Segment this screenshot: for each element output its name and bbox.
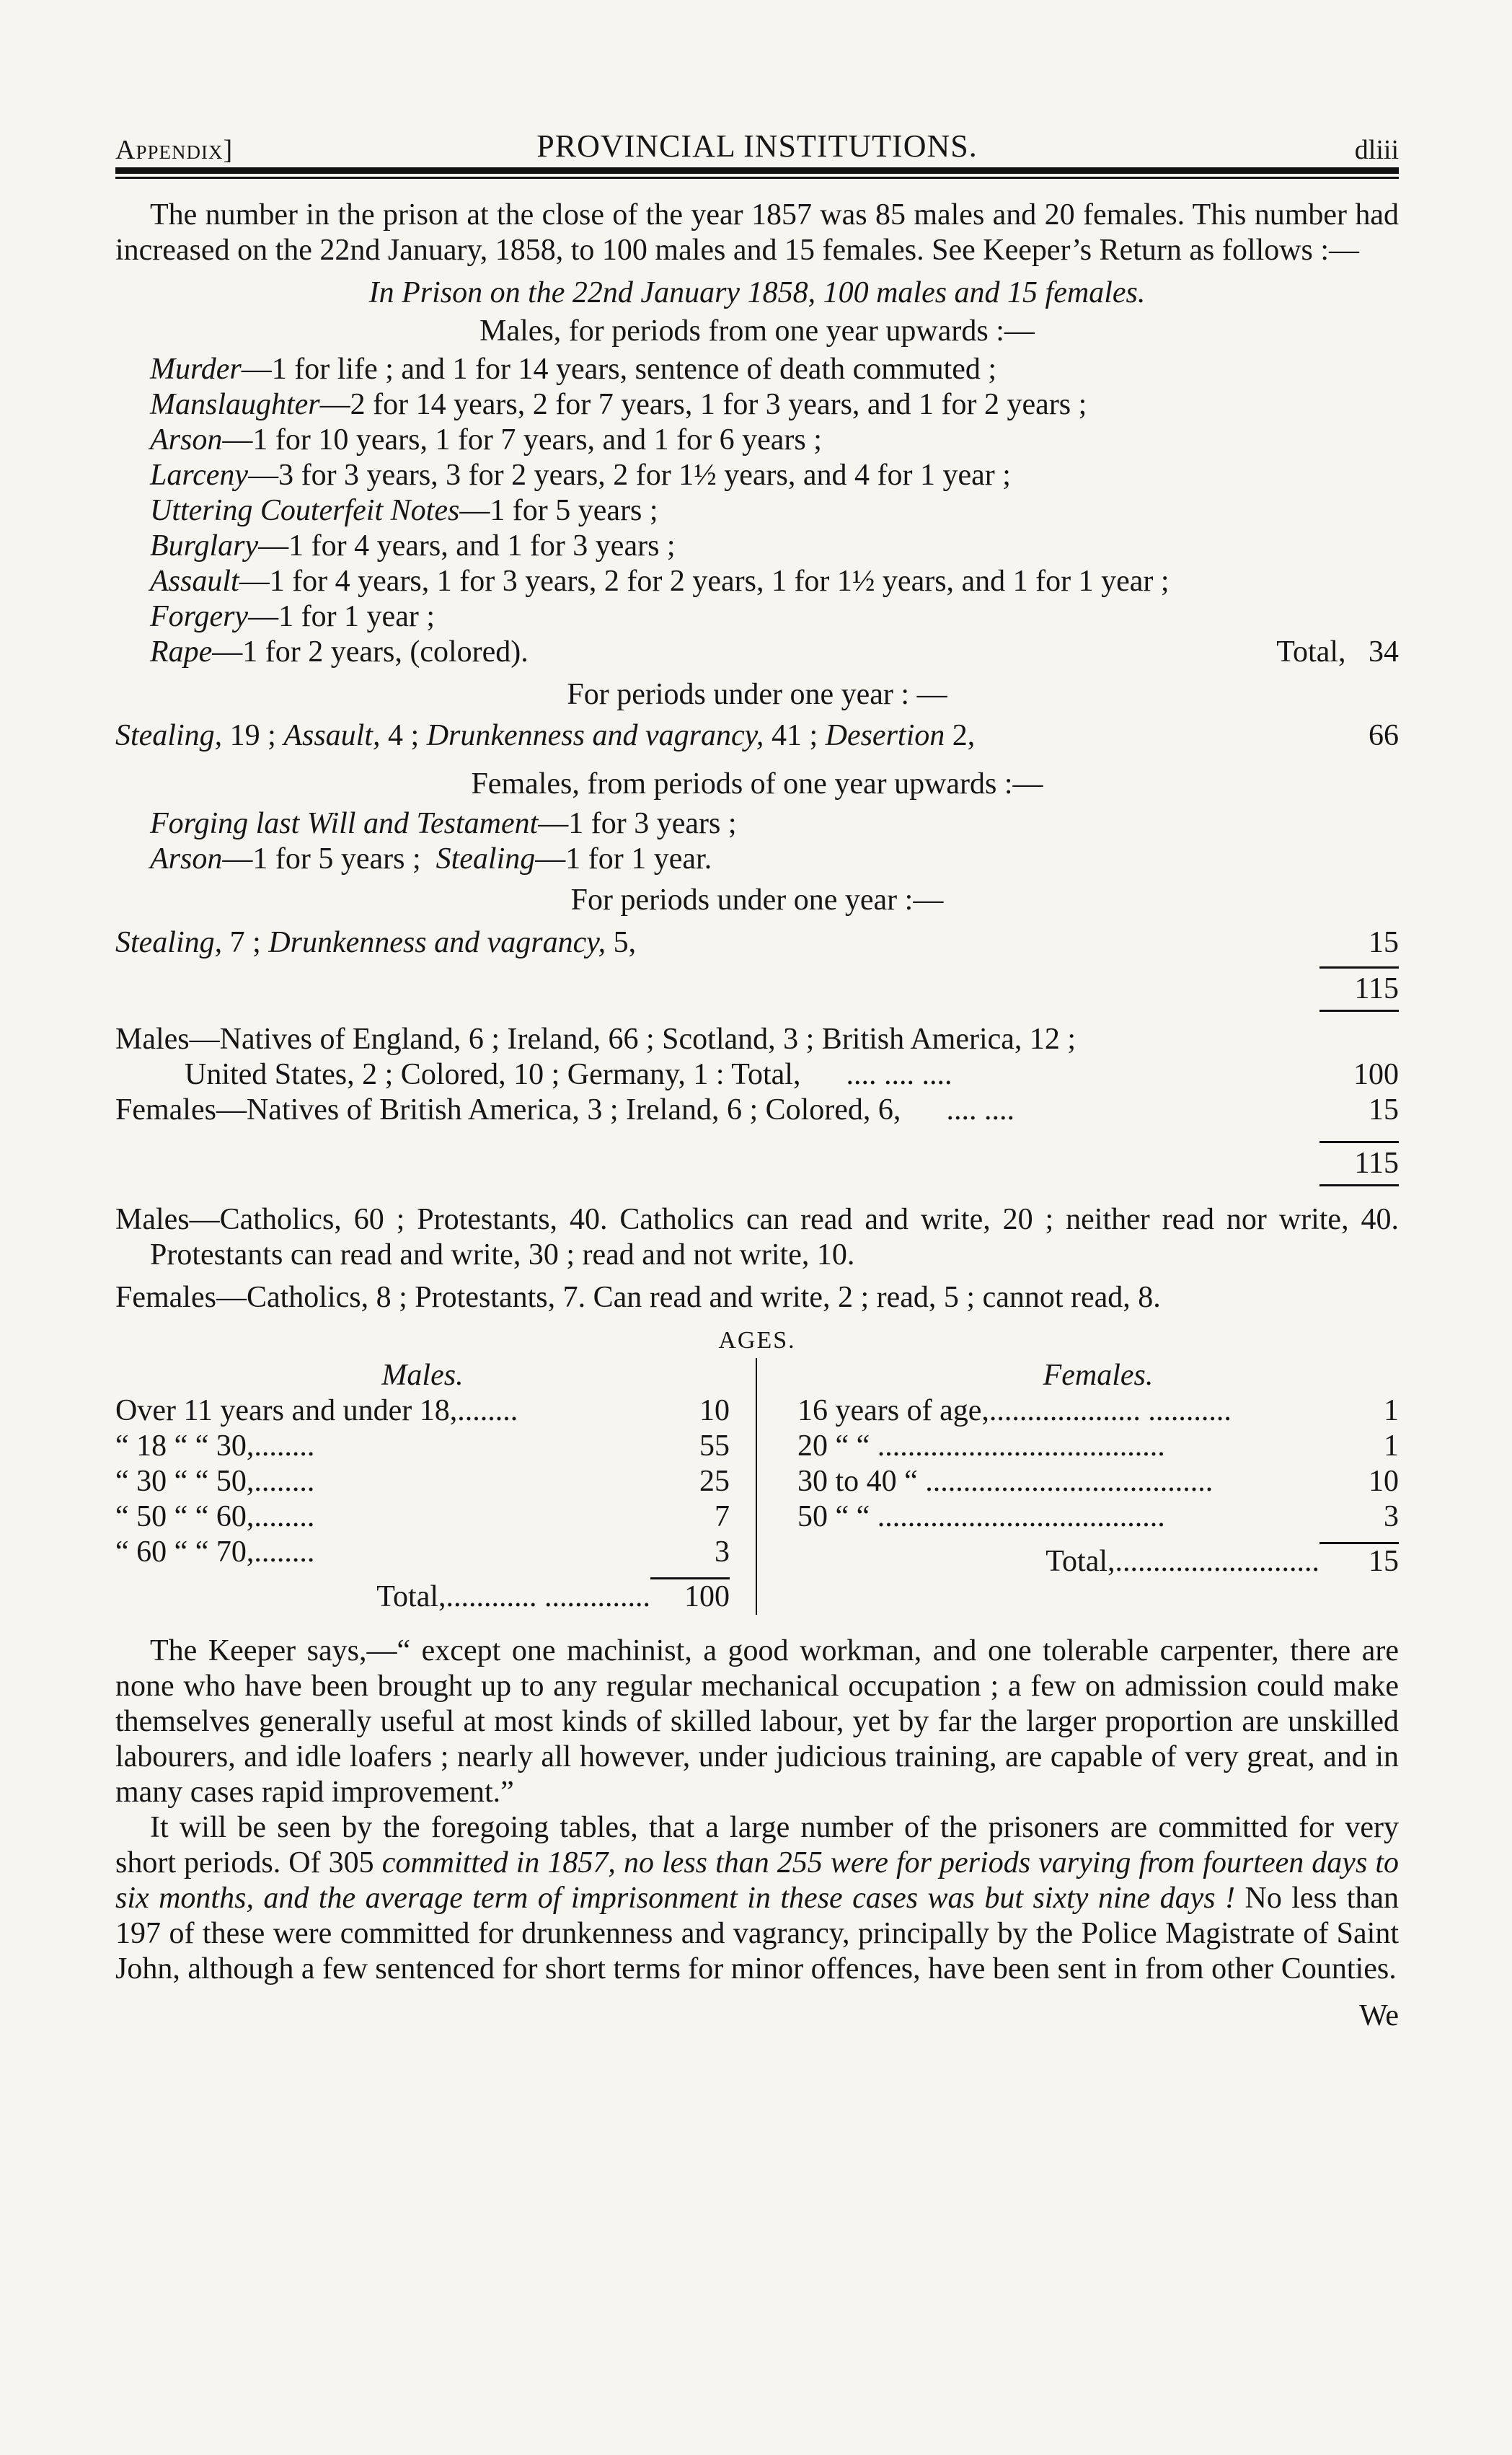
table-row	[797, 1499, 1399, 1535]
age-range: “ 50 “ “ 60,........	[115, 1500, 315, 1533]
crime-detail: —1 for 2 years, (colored).	[212, 635, 529, 669]
ages-males-column	[115, 1358, 757, 1615]
list-item	[115, 352, 1399, 387]
crime-detail: —1 for 4 years, and 1 for 3 years ;	[258, 529, 676, 563]
crime-detail: —2 for 14 years, 2 for 7 years, 1 for 3 years, and 1 for 2 years ;	[319, 388, 1087, 421]
crime-detail: —1 for 1 year ;	[248, 600, 435, 633]
natives-grand-total: 115	[1319, 1141, 1399, 1181]
grand-total-rule	[115, 1010, 1399, 1012]
age-count: 1	[1384, 1429, 1399, 1463]
dot-leader: .... ....	[946, 1093, 1014, 1127]
females-under-heading: For periods under one year :—	[570, 883, 944, 917]
running-header	[115, 123, 1399, 163]
total-label: Total,...........................	[1045, 1545, 1319, 1578]
list-item	[115, 842, 1399, 877]
crime-name: Forging last Will and Testament	[150, 807, 539, 840]
total-label: Total,............ ..............	[376, 1580, 650, 1613]
crime-name: Larceny	[150, 459, 249, 492]
subtotal	[1276, 635, 1399, 670]
offence-label: Drunkenness and vagrancy,	[426, 719, 764, 752]
page-number: dliii	[1354, 135, 1399, 165]
ages-males-heading: Males.	[381, 1359, 464, 1392]
offence-count: 2,	[952, 719, 976, 752]
list-item	[115, 806, 1399, 842]
offence-count: 19 ;	[229, 719, 276, 752]
header-title: PROVINCIAL INSTITUTIONS.	[536, 128, 978, 164]
list-item	[115, 458, 1399, 493]
natives-females-total: 15	[1369, 1093, 1399, 1127]
ages-females-total-row	[797, 1544, 1399, 1579]
males-under-total: 66	[1369, 719, 1399, 752]
offence-count: 4 ;	[388, 719, 420, 752]
list-item	[115, 387, 1399, 423]
crime-detail: —1 for 5 years ;	[459, 494, 658, 527]
natives-block	[115, 1022, 1399, 1186]
return-heading	[115, 276, 1399, 311]
females-over-list	[115, 806, 1399, 877]
page	[115, 123, 1399, 2034]
keeper-paragraph: The Keeper says,—“ except one machinist, a good workman, and one tolerable carpenter, there are none who have been brought up to any regular mechanical occupation ; a few on admission could make themselves generally useful at most kinds of skilled labour, yet by far the larger proportion are unskilled labourers, and idle loafers ; nearly all however, under judicious training, are capable of very great, and in many cases rapid improvement.”	[115, 1634, 1399, 1809]
crime-name: Arson	[150, 842, 223, 876]
age-range: “ 30 “ “ 50,........	[115, 1465, 315, 1498]
females-under-breakdown	[115, 925, 636, 961]
natives-males-detail: United States, 2 ; Colored, 10 ; Germany, 1 : Total,	[185, 1058, 801, 1091]
crime-name: Stealing	[436, 842, 536, 876]
crime-name: Rape	[150, 635, 213, 669]
total-value: 15	[1369, 1545, 1399, 1578]
return-heading-text: In Prison on the 22nd January 1858, 100 males and 15 females.	[368, 276, 1146, 309]
natives-total-row	[115, 1141, 1399, 1181]
ages-males-rule	[115, 1570, 730, 1579]
offence-count: 41 ;	[771, 719, 818, 752]
males-over-heading: Males, for periods from one year upwards :—	[479, 314, 1035, 348]
list-item	[115, 564, 1399, 599]
offence-count: 5,	[613, 926, 637, 959]
age-range: 50 “ “ ......................................	[797, 1500, 1165, 1533]
crime-name: Manslaughter	[150, 388, 320, 421]
table-row	[115, 1464, 730, 1499]
crime-name: Forgery	[150, 600, 249, 633]
ages-females-column	[757, 1358, 1399, 1615]
offence-label: Stealing,	[115, 719, 223, 752]
crime-detail: —1 for 10 years, 1 for 7 years, and 1 for 6 years ;	[222, 423, 822, 457]
list-item	[115, 529, 1399, 564]
crime-detail: —1 for 3 years ;	[538, 807, 737, 840]
crime-name: Assault	[150, 565, 239, 598]
intro-paragraph: The number in the prison at the close of the year 1857 was 85 males and 20 females. This number had increased on the 22nd January, 1858, to 100 males and 15 females. See Keeper’s Return as follows :—	[115, 198, 1399, 267]
crime-name: Uttering Couterfeit Notes	[150, 494, 460, 527]
subtotal-label: Total,	[1276, 635, 1346, 669]
age-range: 16 years of age,.................... ...........	[797, 1394, 1232, 1427]
religion-block	[115, 1202, 1399, 1315]
header-section: Appendix]	[115, 135, 234, 165]
offence-count: 7 ;	[229, 926, 261, 959]
crime-detail: —3 for 3 years, 3 for 2 years, 2 for 1½ years, and 4 for 1 year ;	[248, 459, 1011, 492]
religion-males: Males—Catholics, 60 ; Protestants, 40. Catholics can read and write, 20 ; neither read nor write, 40. Protestants can read and write, 30 ; read and not write, 10.	[115, 1203, 1399, 1271]
age-count: 55	[699, 1429, 730, 1463]
list-item	[115, 635, 1399, 670]
females-over-heading: Females, from periods of one year upwards :—	[471, 767, 1043, 801]
table-row	[115, 1393, 730, 1429]
age-range: 30 to 40 “ ......................................	[797, 1465, 1213, 1498]
age-range: “ 60 “ “ 70,........	[115, 1535, 315, 1569]
table-row	[797, 1464, 1399, 1499]
offence-label: Assault,	[283, 719, 381, 752]
table-row	[115, 1535, 730, 1570]
grand-total: 115	[1319, 966, 1399, 1007]
natives-males-line2	[115, 1057, 1399, 1093]
table-row	[115, 1429, 730, 1464]
ages-table	[115, 1358, 1399, 1615]
ages-title: AGES.	[718, 1327, 796, 1354]
age-range: 20 “ “ ......................................	[797, 1429, 1165, 1463]
age-count: 10	[1369, 1465, 1399, 1498]
list-item	[115, 493, 1399, 529]
total-value: 100	[684, 1580, 730, 1613]
natives-females-text	[115, 1093, 1014, 1128]
offence-label: Stealing,	[115, 926, 223, 959]
age-count: 3	[715, 1535, 730, 1569]
conclusion-paragraph	[115, 1810, 1399, 1987]
grand-total-row	[115, 966, 1399, 1007]
age-count: 1	[1384, 1394, 1399, 1427]
ages-females-heading: Females.	[1043, 1359, 1154, 1392]
list-item	[115, 599, 1399, 635]
natives-total-rule	[115, 1184, 1399, 1186]
crime-detail: —1 for 5 years ;	[222, 842, 421, 876]
natives-females-line	[115, 1093, 1399, 1128]
header-rule-thin	[115, 177, 1399, 179]
list-item	[115, 423, 1399, 458]
table-row	[797, 1393, 1399, 1429]
ages-females-rule	[797, 1535, 1399, 1544]
males-under-row	[115, 718, 1399, 754]
age-count: 10	[699, 1394, 730, 1427]
table-row	[115, 1499, 730, 1535]
header-rule-thick	[115, 167, 1399, 174]
natives-males-text	[185, 1057, 952, 1093]
offence-label: Desertion	[825, 719, 945, 752]
age-count: 3	[1384, 1500, 1399, 1533]
crime-name: Arson	[150, 423, 223, 457]
crime-entry	[150, 635, 529, 670]
females-under-total: 15	[1369, 926, 1399, 959]
crime-detail: —1 for life ; and 1 for 14 years, sentence of death commuted ;	[241, 353, 997, 386]
crime-detail: —1 for 4 years, 1 for 3 years, 2 for 2 years, 1 for 1½ years, and 1 for 1 year ;	[239, 565, 1170, 598]
males-over-list	[115, 352, 1399, 670]
religion-females: Females—Catholics, 8 ; Protestants, 7. Can read and write, 2 ; read, 5 ; cannot read, 8.	[115, 1281, 1161, 1314]
females-under-row	[115, 925, 1399, 961]
males-under-breakdown	[115, 718, 975, 754]
conclusion-text: No less than 197 of these were committed for drunkenness and vagrancy, principally by the Police Magistrate of Saint John, although a few sentenced for short terms for minor offences, have been sent in from other Counties.	[115, 1882, 1400, 1985]
crime-name: Murder	[150, 353, 242, 386]
crime-name: Burglary	[150, 529, 259, 563]
natives-females-detail: Females—Natives of British America, 3 ; Ireland, 6 ; Colored, 6,	[115, 1093, 901, 1127]
age-count: 25	[699, 1465, 730, 1498]
males-under-heading: For periods under one year : —	[567, 678, 947, 711]
natives-males-line1: Males—Natives of England, 6 ; Ireland, 66 ; Scotland, 3 ; British America, 12 ;	[115, 1023, 1076, 1056]
subtotal-value: 34	[1369, 635, 1399, 669]
crime-detail: —1 for 1 year.	[535, 842, 712, 876]
conclusion-text: It will be seen by the foregoing tables, that a large number of the prisoners are committed for very short periods. Of 305	[115, 1811, 1399, 1879]
table-row	[797, 1429, 1399, 1464]
age-range: “ 18 “ “ 30,........	[115, 1429, 315, 1463]
conclusion-emphasis: committed in 1857, no less than 255 were for periods varying from fourteen days to six months, and the average term of imprisonment in these cases was but sixty nine days !	[115, 1846, 1400, 1915]
ages-males-total-row	[115, 1579, 730, 1615]
age-count: 7	[715, 1500, 730, 1533]
dot-leader: .... .... ....	[846, 1058, 952, 1091]
natives-males-total: 100	[1353, 1058, 1399, 1091]
age-range: Over 11 years and under 18,........	[115, 1394, 518, 1427]
catchword: We	[1359, 1999, 1399, 2032]
offence-label: Drunkenness and vagrancy,	[268, 926, 606, 959]
